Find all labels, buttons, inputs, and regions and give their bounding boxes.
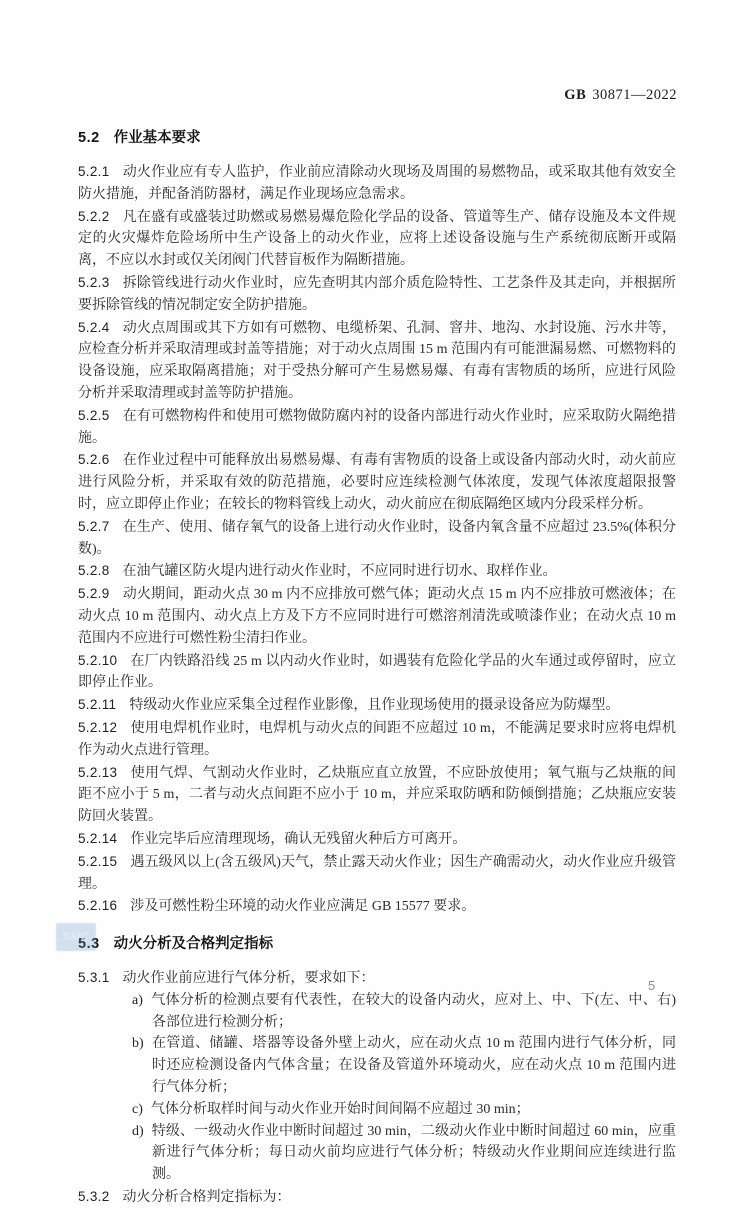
clause-number: 5.2.7 xyxy=(78,518,110,534)
standard-code-prefix: GB xyxy=(564,87,587,103)
clause-5-2-6 xyxy=(78,449,676,515)
clause-number: 5.2.9 xyxy=(78,586,110,602)
clause-text: 在有可燃物构件和使用可燃物做防腐内衬的设备内部进行动火作业时，应采取防火隔绝措施。 xyxy=(78,408,676,446)
clause-text: 动火作业应有专人监护，作业前应清除动火现场及周围的易燃物品，或采取其他有效安全防火措施，并配备消防器材，满足作业现场应急需求。 xyxy=(78,165,676,202)
clause-5-2-12 xyxy=(78,717,676,762)
clause-5-3-1 xyxy=(78,967,676,990)
clause-5-2-14 xyxy=(78,828,676,851)
clause-5-2-15 xyxy=(78,851,676,896)
clause-text: 动火分析合格判定指标为： xyxy=(122,1190,291,1206)
clause-text: 动火作业前应进行气体分析，要求如下： xyxy=(122,971,375,987)
clause-5-2-13 xyxy=(78,762,676,828)
clause-text: 动火期间，距动火点 30 m 内不应排放可燃气体；距动火点 15 m 内不应排放可燃液体；在动火点 10 m 范围内、动火点上方及下方不应同时进行可燃溶剂清洗或喷漆作业；在动火点 10 m 范围内不应进行可燃性粉尘清扫作业。 xyxy=(78,587,676,646)
clause-number: 5.2.11 xyxy=(78,697,117,713)
clause-number: 5.3.1 xyxy=(78,970,110,986)
clause-5-3-1-list xyxy=(78,990,676,1186)
clause-5-2-7 xyxy=(78,516,676,561)
clause-5-2-5 xyxy=(78,405,676,450)
clause-text: 使用电焊机作业时，电焊机与动火点的间距不应超过 10 m，不能满足要求时应将电焊机作为动火点进行管理。 xyxy=(78,720,676,758)
clause-text: 遇五级风以上(含五级风)天气，禁止露天动火作业；因生产确需动火，动火作业应升级管理。 xyxy=(78,854,676,892)
clause-number: 5.2.2 xyxy=(78,208,110,224)
clause-number: 5.3.2 xyxy=(78,1189,110,1205)
clause-text: 在油气罐区防火堤内进行动火作业时，不应同时进行切水、取样作业。 xyxy=(122,564,557,580)
list-item-text: 特级、一级动火作业中断时间超过 30 min，二级动火作业中断时间超过 60 min，应重新进行气体分析；每日动火前均应进行气体分析；特级动火作业期间应连续进行监测。 xyxy=(151,1123,676,1183)
clause-text: 动火点周围或其下方如有可燃物、电缆桥架、孔洞、窨井、地沟、水封设施、污水井等，应检查分析并采取清理或封盖等措施；对于动火点周围 15 m 范围内有可能泄漏易燃、可燃物料的设备设施，应采取隔离措施；对于受热分解可产生易燃易爆、有毒有害物质的场所，应进行风险分析并采取清理或封盖等防护措施。 xyxy=(78,320,676,401)
clause-number: 5.2.12 xyxy=(78,719,118,735)
list-item-text: 在管道、储罐、塔器等设备外壁上动火，应在动火点 10 m 范围内进行气体分析，同时还应检测设备内气体含量；在设备及管道外环境动火，应在动火点 10 m 范围内进行气体分析； xyxy=(151,1036,676,1096)
clause-number: 5.2.10 xyxy=(78,652,118,668)
clause-text: 凡在盛有或盛装过助燃或易燃易爆危险化学品的设备、管道等生产、储存设施及本文件规定的火灾爆炸危险场所中生产设备上的动火作业，应将上述设备设施与生产系统彻底断开或隔离，不应以水封或仅关闭阀门代替盲板作为隔断措施。 xyxy=(78,209,676,269)
page-number: 5 xyxy=(648,978,656,993)
clause-text: 在作业过程中可能释放出易燃易爆、有毒有害物质的设备上或设备内部动火时，动火前应进行风险分析，并采取有效的防范措施，必要时应连续检测气体浓度，发现气体浓度超限报警时，应立即停止作业；在较长的物料管线上动火，动火前应在彻底隔绝区域内分段采样分析。 xyxy=(78,453,676,512)
clause-5-2-9 xyxy=(78,583,676,649)
clause-5-2-4 xyxy=(78,317,676,405)
clause-text: 作业完毕后应清理现场，确认无残留火种后方可离开。 xyxy=(130,831,467,847)
clause-text: 在生产、使用、储存氧气的设备上进行动火作业时，设备内氧含量不应超过 23.5%(体积分数)。 xyxy=(78,519,676,557)
clause-5-3-2 xyxy=(78,1186,676,1209)
clause-5-2-1 xyxy=(78,161,676,206)
clause-5-2-3 xyxy=(78,272,676,317)
standard-code-number: 30871—2022 xyxy=(592,87,677,103)
list-item-c xyxy=(78,1099,676,1121)
clause-5-2-16 xyxy=(78,895,676,918)
list-item-b xyxy=(78,1033,676,1098)
list-item-a xyxy=(78,990,676,1034)
clause-5-2-11 xyxy=(78,694,676,717)
clause-5-2-8 xyxy=(78,560,676,583)
list-marker: c) xyxy=(132,1101,143,1117)
section-heading-5-3 xyxy=(78,934,676,954)
clause-5-2-10 xyxy=(78,650,676,695)
clause-number: 5.2.8 xyxy=(78,563,110,579)
clause-number: 5.2.16 xyxy=(78,898,118,914)
list-item-text: 气体分析的检测点要有代表性，在较大的设备内动火，应对上、中、下(左、中、右)各部位进行检测分析； xyxy=(150,992,676,1030)
list-marker: a) xyxy=(132,992,143,1008)
section-number: 5.2 xyxy=(78,130,100,146)
list-item-text: 气体分析取样时间与动火作业开始时间间隔不应超过 30 min； xyxy=(150,1101,530,1117)
clause-number: 5.2.6 xyxy=(78,452,110,468)
list-item-d xyxy=(78,1121,676,1186)
clause-number: 5.2.14 xyxy=(78,830,118,846)
clause-text: 特级动火作业应采集全过程作业影像，且作业现场使用的摄录设备应为防爆型。 xyxy=(129,698,620,714)
standard-code xyxy=(564,87,677,104)
clause-number: 5.2.1 xyxy=(78,164,110,179)
clause-text: 涉及可燃性粉尘环境的动火作业应满足 GB 15577 要求。 xyxy=(130,899,476,915)
clause-text: 使用气焊、气割动火作业时，乙炔瓶应直立放置，不应卧放使用；氧气瓶与乙炔瓶的间距不应小于 5 m，二者与动火点间距不应小于 10 m，并应采取防晒和防倾倒措施；乙炔瓶应安装防回火装置。 xyxy=(78,765,676,825)
document-body xyxy=(78,128,676,1209)
list-marker: d) xyxy=(132,1123,144,1139)
list-marker: b) xyxy=(132,1036,144,1052)
clause-number: 5.2.5 xyxy=(78,407,110,423)
section-number: 5.3 xyxy=(78,936,100,953)
section-heading-5-2 xyxy=(78,128,676,148)
clause-number: 5.2.4 xyxy=(78,319,110,335)
clause-text: 在厂内铁路沿线 25 m 以内动火作业时，如遇装有危险化学品的火车通过或停留时，应立即停止作业。 xyxy=(78,653,676,691)
section-title: 作业基本要求 xyxy=(113,130,201,146)
watermark-text: SMC xyxy=(62,931,90,943)
clause-number: 5.2.15 xyxy=(78,853,118,869)
clause-text: 拆除管线进行动火作业时，应先查明其内部介质危险特性、工艺条件及其走向，并根据所要拆除管线的情况制定安全防护措施。 xyxy=(78,275,676,313)
clause-number: 5.2.13 xyxy=(78,764,118,780)
section-title: 动火分析及合格判定指标 xyxy=(113,936,274,953)
clause-5-2-2 xyxy=(78,206,676,272)
clause-number: 5.2.3 xyxy=(78,274,110,290)
